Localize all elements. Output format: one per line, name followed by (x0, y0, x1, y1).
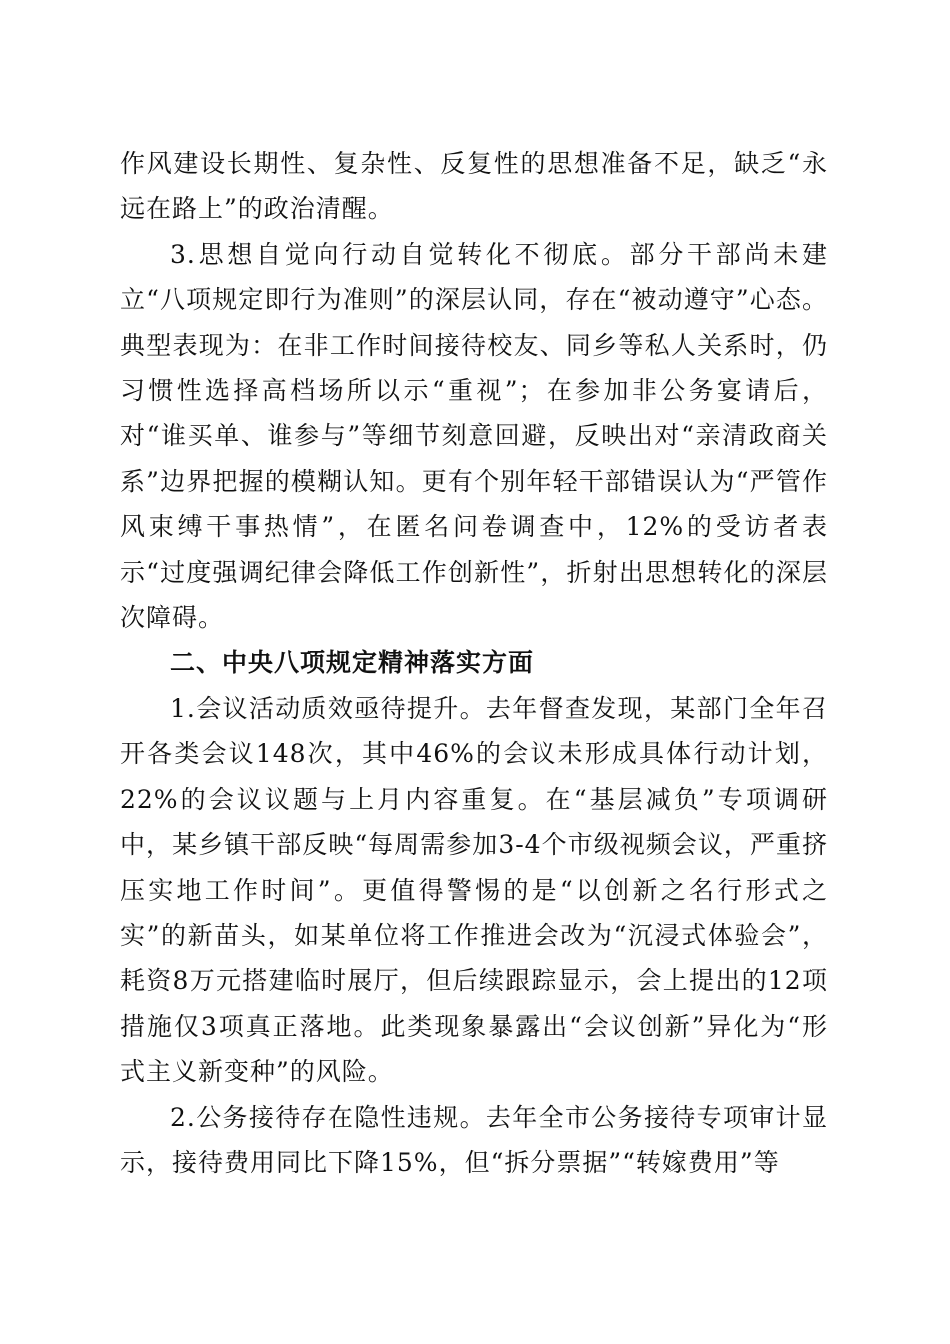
paragraph-continuation: 作风建设长期性、复杂性、反复性的思想准备不足，缺乏“永远在路上”的政治清醒。 (120, 149, 828, 224)
paragraph-item-2: 2.公务接待存在隐性违规。去年全市公务接待专项审计显示，接待费用同比下降15%，但“拆分票据”“转嫁费用”等 (120, 1102, 828, 1177)
paragraph-item-1: 1.会议活动质效亟待提升。去年督查发现，某部门全年召开各类会议148次，其中46%的会议未形成具体行动计划，22%的会议议题与上月内容重复。在“基层减负”专项调研中，某乡镇干部反映“每周需参加3-4个市级视频会议，严重挤压实地工作时间”。更值得警惕的是“以创新之名行形式之实”的新苗头，如某单位将工作推进会改为“沉浸式体验会”，耗资8万元搭建临时展厅，但后续跟踪显示，会上提出的12项措施仅3项真正落地。此类现象暴露出“会议创新”异化为“形式主义新变种”的风险。 (120, 693, 828, 1087)
section-heading: 二、中央八项规定精神落实方面 (170, 648, 535, 678)
document-body (120, 141, 828, 1185)
paragraph-item-3: 3.思想自觉向行动自觉转化不彻底。部分干部尚未建立“八项规定即行为准则”的深层认同，存在“被动遵守”心态。典型表现为：在非工作时间接待校友、同乡等私人关系时，仍习惯性选择高档场所以示“重视”；在参加非公务宴请后，对“谁买单、谁参与”等细节刻意回避，反映出对“亲清政商关系”边界把握的模糊认知。更有个别年轻干部错误认为“严管作风束缚干事热情”，在匿名问卷调查中，12%的受访者表示“过度强调纪律会降低工作创新性”，折射出思想转化的深层次障碍。 (120, 239, 828, 633)
